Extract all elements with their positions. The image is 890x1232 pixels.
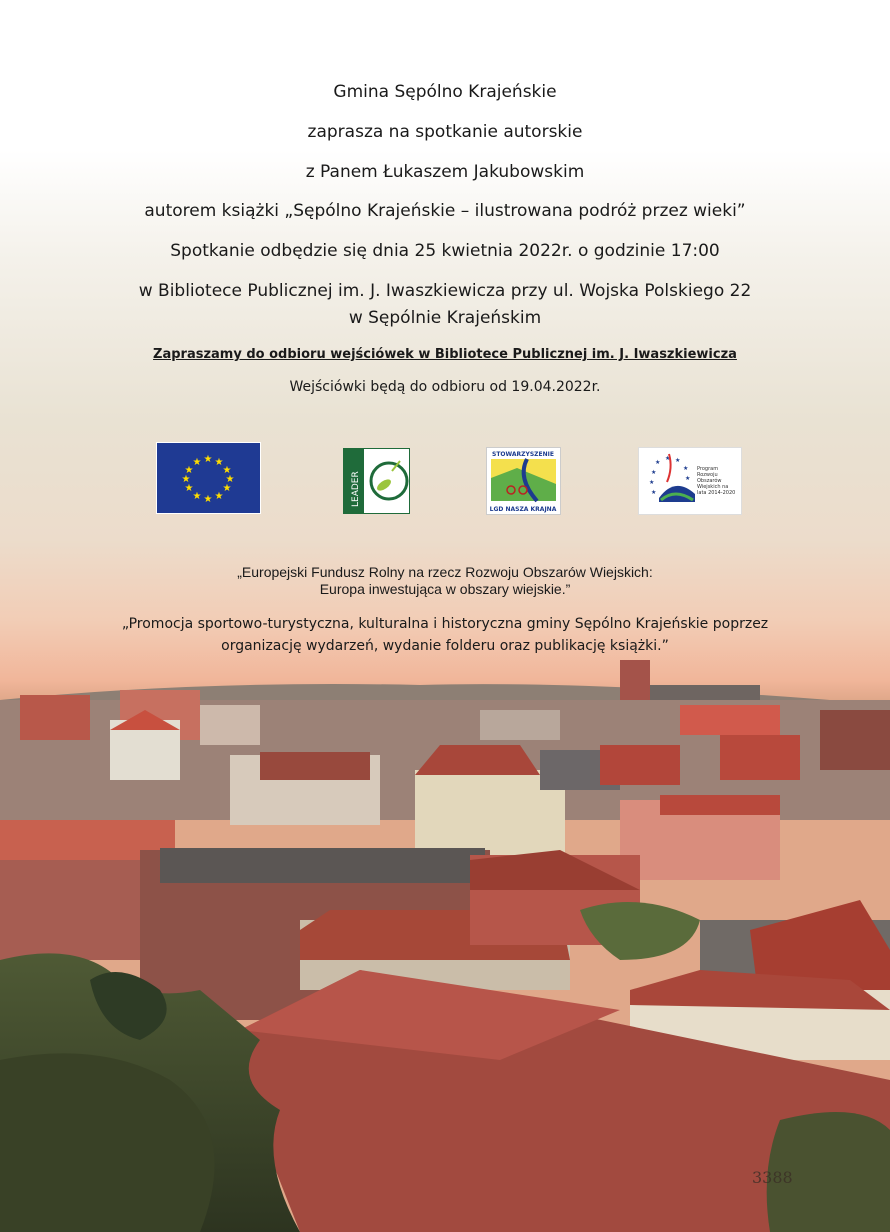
town-illustration	[0, 660, 890, 1232]
svg-text:★: ★	[214, 457, 224, 468]
promo-line-2: organizację wydarzeń, wydanie folderu oraz publikację książki.”	[221, 638, 669, 654]
venue-line: w Bibliotece Publicznej im. J. Iwaszkiewicza przy ul. Wojska Polskiego 22	[138, 281, 752, 301]
leader-logo	[343, 448, 410, 514]
date-line: Spotkanie odbędzie się dnia 25 kwietnia 2022r. o godzinie 17:00	[170, 241, 720, 261]
svg-text:★: ★	[649, 479, 655, 486]
eu-stars-icon	[157, 443, 260, 513]
prow-label: Program Rozwoju Obszarów Wiejskich na lata 2014-2020	[697, 466, 736, 496]
svg-text:★: ★	[222, 483, 232, 494]
lgd-logo	[486, 447, 561, 515]
svg-text:★: ★	[184, 483, 194, 494]
svg-text:★: ★	[203, 454, 213, 465]
svg-text:★: ★	[683, 465, 689, 472]
tickets-deadline: Wejściówki będą do odbioru od 19.04.2022r.	[289, 379, 601, 395]
svg-text:★: ★	[685, 475, 691, 482]
svg-text:★: ★	[184, 465, 194, 476]
guest-line: z Panem Łukaszem Jakubowskim	[305, 162, 585, 182]
leader-label: LEADER	[351, 471, 361, 507]
svg-text:★: ★	[665, 455, 671, 462]
svg-text:★: ★	[222, 465, 232, 476]
fund-line-1: „Europejski Fundusz Rolny na rzecz Rozwoju Obszarów Wiejskich:	[237, 564, 653, 580]
svg-text:★: ★	[651, 469, 657, 476]
book-line: autorem książki „Sępólno Krajeńskie – ilustrowana podróż przez wieki”	[144, 201, 746, 221]
svg-text:★: ★	[225, 474, 235, 485]
svg-text:★: ★	[651, 489, 657, 496]
svg-text:★: ★	[214, 491, 224, 502]
lgd-bottom-label: LGD NASZA KRAJNA	[489, 506, 557, 513]
svg-text:★: ★	[655, 459, 661, 466]
svg-text:★: ★	[203, 494, 213, 505]
invitation-line: zaprasza na spotkanie autorskie	[307, 122, 583, 142]
fund-line-2: Europa inwestująca w obszary wiejskie.”	[319, 581, 571, 597]
tickets-notice: Zapraszamy do odbioru wejściówek w Bibliotece Publicznej im. J. Iwaszkiewicza	[153, 347, 737, 362]
svg-text:★: ★	[192, 491, 202, 502]
svg-text:★: ★	[192, 457, 202, 468]
svg-text:★: ★	[675, 457, 681, 464]
venue-city-line: w Sępólnie Krajeńskim	[348, 308, 542, 328]
photo-stamp-number: 3388	[752, 1168, 793, 1187]
organizer-line: Gmina Sępólno Krajeńskie	[333, 82, 557, 102]
lgd-top-label: STOWARZYSZENIE	[492, 451, 554, 458]
svg-text:★: ★	[181, 474, 191, 485]
prow-logo	[638, 447, 742, 515]
promo-line-1: „Promocja sportowo-turystyczna, kulturalna i historyczna gminy Sępólno Krajeńskie poprzez	[121, 616, 769, 632]
eu-flag-logo	[156, 442, 261, 514]
